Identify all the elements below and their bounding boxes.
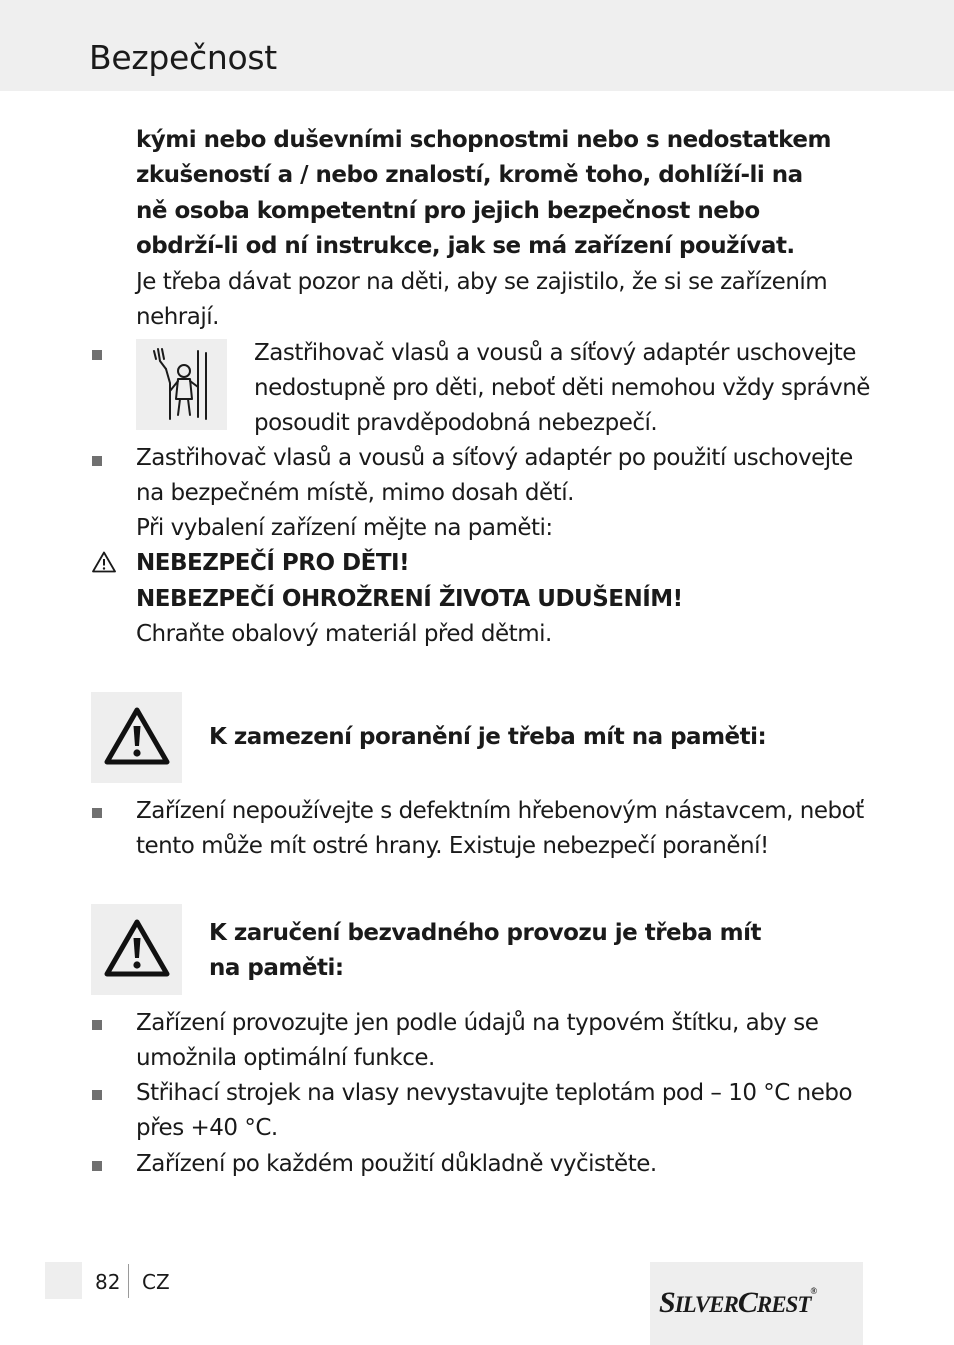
bullet-marker <box>92 456 102 466</box>
intro-bold-line: kými nebo duševními schopnostmi nebo s nedostatkem <box>136 127 831 153</box>
bullet-marker <box>92 1090 102 1100</box>
logo-letter: S <box>659 1286 675 1319</box>
logo-text: ILVER <box>674 1292 738 1317</box>
warning-triangle-icon <box>92 551 116 573</box>
danger-title: NEBEZPEČÍ PRO DĚTI! <box>136 550 410 576</box>
logo-text: REST <box>756 1292 811 1317</box>
warning-triangle-icon <box>91 692 182 783</box>
page-title: Bezpečnost <box>89 38 277 77</box>
item-line: Zastřihovač vlasů a vousů a síťový adaptér uschovejte <box>254 340 856 366</box>
item-line: Zařízení nepoužívejte s defektním hřebenovým nástavcem, neboť <box>136 798 864 824</box>
intro-line: nehrají. <box>136 304 219 330</box>
page-number: 82 <box>95 1270 121 1294</box>
intro-line: Je třeba dávat pozor na děti, aby se zajistilo, že si se zařízením <box>136 269 828 295</box>
section-heading: K zaručení bezvadného provozu je třeba mít <box>209 920 761 946</box>
item-line: tento může mít ostré hrany. Existuje nebezpečí poranění! <box>136 833 769 859</box>
footer-marker <box>45 1262 82 1299</box>
language-code: CZ <box>142 1270 170 1294</box>
item-line: Zastřihovač vlasů a vousů a síťový adaptér po použití uschovejte <box>136 445 853 471</box>
brand-logo <box>659 1286 816 1320</box>
child-safety-icon <box>136 339 227 430</box>
item-line: Při vybalení zařízení mějte na paměti: <box>136 515 553 541</box>
intro-bold-line: ně osoba kompetentní pro jejich bezpečnost nebo <box>136 198 760 224</box>
item-line: umožnila optimální funkce. <box>136 1045 435 1071</box>
logo-letter: C <box>737 1286 757 1319</box>
bullet-marker <box>92 1161 102 1171</box>
section-heading: na paměti: <box>209 955 344 981</box>
intro-bold-line: zkušeností a / nebo znalostí, kromě toho, dohlíží-li na <box>136 162 803 188</box>
bullet-marker <box>92 350 102 360</box>
item-line: Střihací strojek na vlasy nevystavujte teplotám pod – 10 °C nebo <box>136 1080 853 1106</box>
registered-mark: ® <box>810 1286 817 1296</box>
item-line: posoudit pravděpodobná nebezpečí. <box>254 410 658 436</box>
bullet-marker <box>92 1020 102 1030</box>
page-header <box>0 0 954 91</box>
item-line: na bezpečném místě, mimo dosah dětí. <box>136 480 574 506</box>
danger-text: Chraňte obalový materiál před dětmi. <box>136 621 552 647</box>
intro-bold-line: obdrží-li od ní instrukce, jak se má zařízení používat. <box>136 233 795 259</box>
item-line: Zařízení po každém použití důkladně vyčistěte. <box>136 1151 657 1177</box>
warning-triangle-icon <box>91 904 182 995</box>
bullet-marker <box>92 808 102 818</box>
danger-title: NEBEZPEČÍ OHROŽRENÍ ŽIVOTA UDUŠENÍM! <box>136 586 683 612</box>
item-line: nedostupně pro děti, neboť děti nemohou vždy správně <box>254 375 870 401</box>
item-line: přes +40 °C. <box>136 1115 278 1141</box>
item-line: Zařízení provozujte jen podle údajů na typovém štítku, aby se <box>136 1010 819 1036</box>
footer-divider <box>128 1264 129 1298</box>
section-heading: K zamezení poranění je třeba mít na paměti: <box>209 724 767 750</box>
